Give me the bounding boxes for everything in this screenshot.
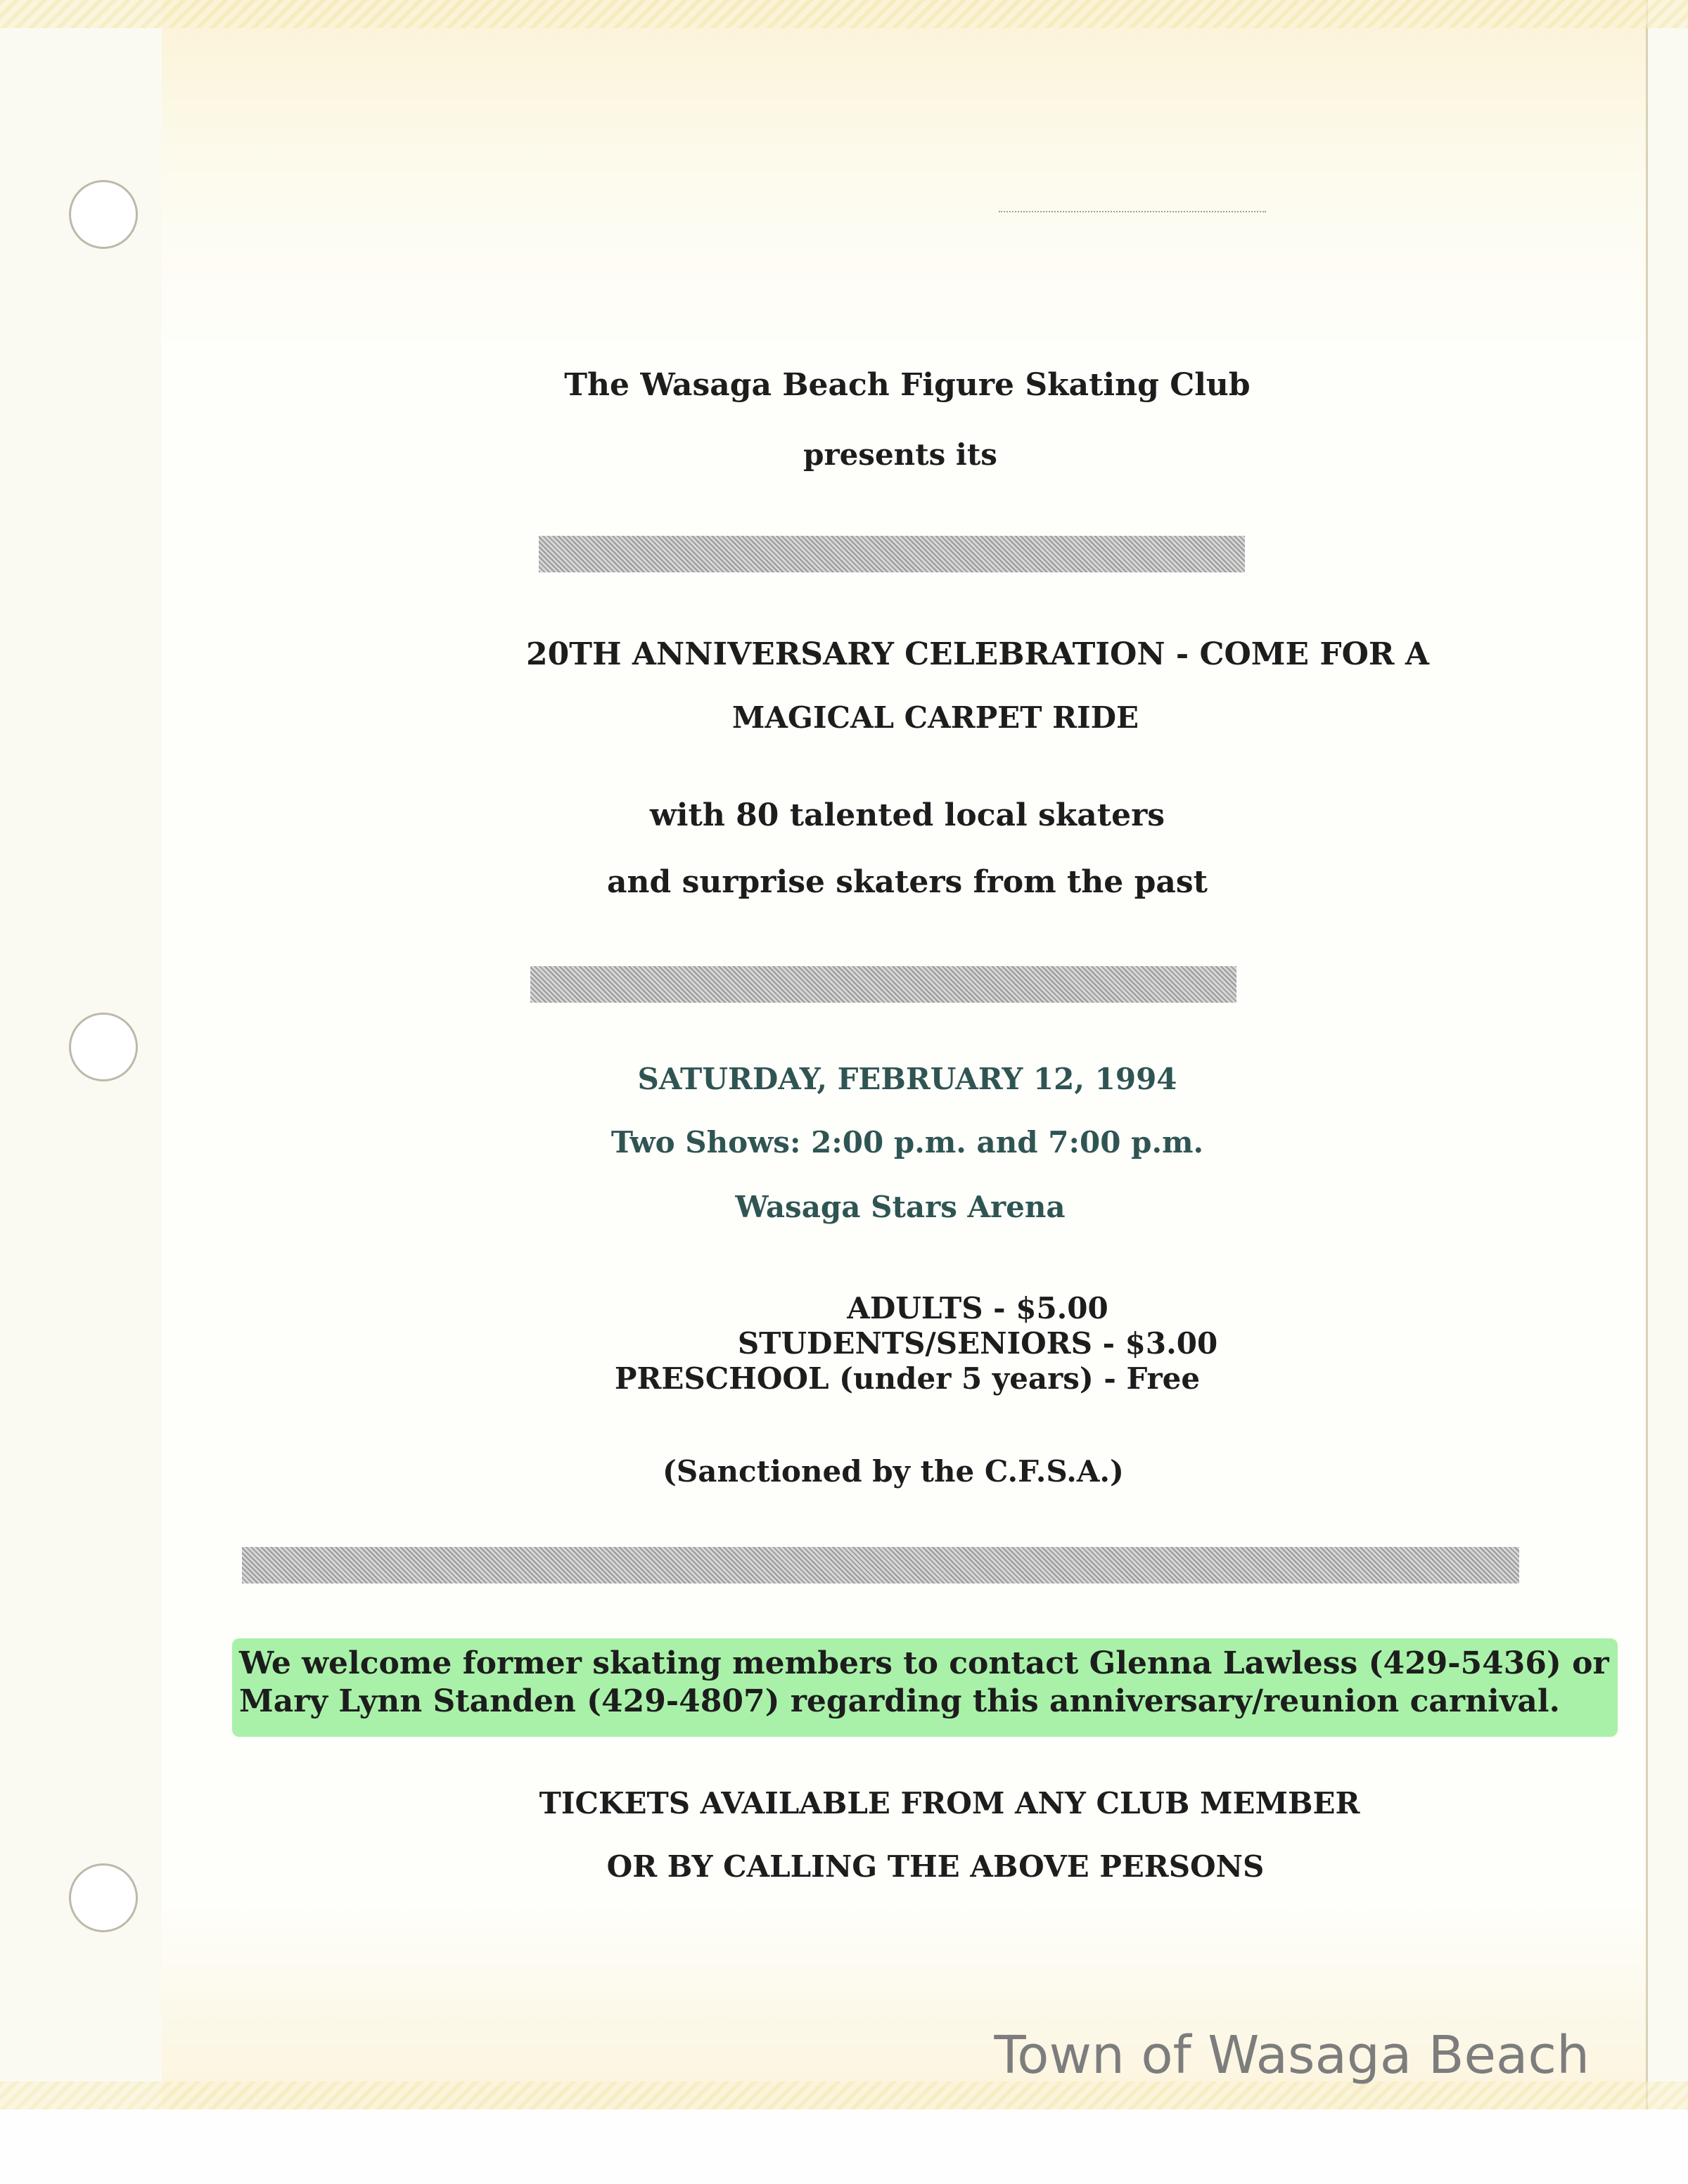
contact-line-1: We welcome former skating members to contact Glenna Lawless (429-5436) or <box>239 1645 1609 1681</box>
presents-text: presents its <box>803 437 997 472</box>
contact-line-2: Mary Lynn Standen (429-4807) regarding this anniversary/reunion carnival. <box>239 1683 1560 1719</box>
show-times: Two Shows: 2:00 p.m. and 7:00 p.m. <box>610 1125 1204 1160</box>
shaded-divider-2 <box>530 966 1236 1003</box>
sanction-note: (Sanctioned by the C.F.S.A.) <box>663 1454 1124 1489</box>
tickets-line-1: TICKETS AVAILABLE FROM ANY CLUB MEMBER <box>539 1786 1360 1820</box>
event-title-line-1: 20TH ANNIVERSARY CELEBRATION - COME FOR A <box>526 636 1429 672</box>
tickets-line-2: OR BY CALLING THE ABOVE PERSONS <box>606 1849 1265 1884</box>
faint-dotted-rule <box>999 211 1266 212</box>
shaded-divider-3 <box>242 1547 1519 1584</box>
price-students-seniors: STUDENTS/SENIORS - $3.00 <box>737 1326 1218 1361</box>
archive-watermark: Town of Wasaga Beach <box>994 2025 1590 2086</box>
price-adults: ADULTS - $5.00 <box>847 1291 1108 1325</box>
skaters-line-2: and surprise skaters from the past <box>607 864 1208 900</box>
paper-bottom-edge <box>0 2081 1688 2109</box>
event-date: SATURDAY, FEBRUARY 12, 1994 <box>637 1062 1177 1096</box>
binder-hole-top <box>69 180 138 249</box>
venue-name: Wasaga Stars Arena <box>735 1190 1066 1224</box>
club-name: The Wasaga Beach Figure Skating Club <box>564 367 1251 403</box>
skaters-line-1: with 80 talented local skaters <box>649 797 1165 833</box>
scan-bottom-margin <box>0 2109 1688 2184</box>
price-preschool: PRESCHOOL (under 5 years) - Free <box>614 1361 1201 1396</box>
paper-top-edge <box>0 0 1688 28</box>
shaded-divider-1 <box>539 536 1245 572</box>
event-title-line-2: MAGICAL CARPET RIDE <box>731 700 1139 735</box>
